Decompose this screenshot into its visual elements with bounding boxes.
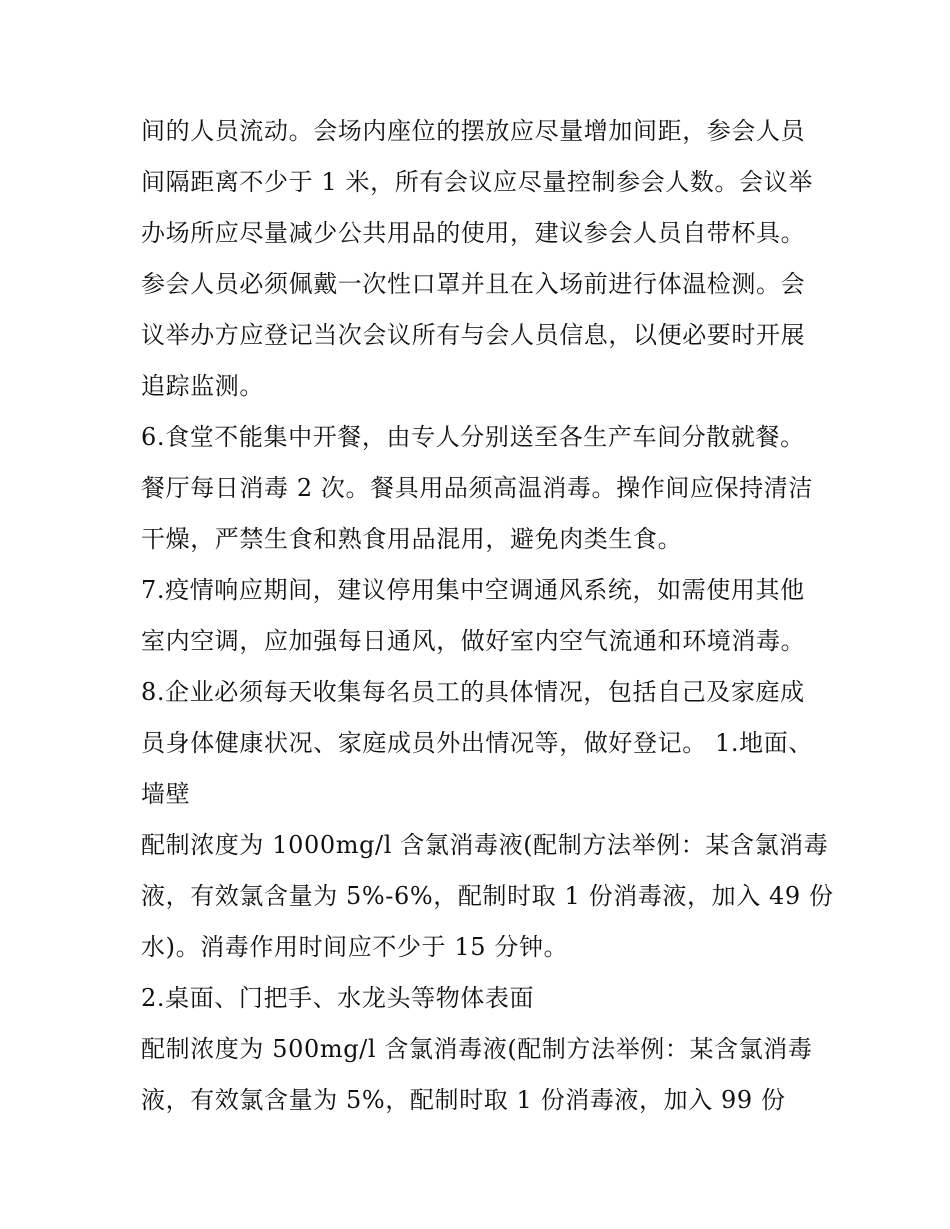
text-line: 配制浓度为 1000mg/l 含氯消毒液(配制方法举例：某含氯消毒 [141, 831, 829, 859]
text-line: 员身体健康状况、家庭成员外出情况等，做好登记。 1.地面、 [141, 729, 813, 757]
document-body [141, 106, 834, 1126]
text-line: 液，有效氯含量为 5%-6%，配制时取 1 份消毒液，加入 49 份 [141, 882, 834, 910]
text-line: 8.企业必须每天收集每名员工的具体情况，包括自己及家庭成 [141, 678, 805, 706]
text-line: 间的人员流动。会场内座位的摆放应尽量增加间距，参会人员 [141, 117, 806, 145]
text-line: 餐厅每日消毒 2 次。餐具用品须高温消毒。操作间应保持清洁 [141, 474, 813, 502]
text-line: 议举办方应登记当次会议所有与会人员信息，以便必要时开展 [141, 321, 806, 349]
text-line: 液，有效氯含量为 5%，配制时取 1 份消毒液，加入 99 份 [141, 1086, 786, 1114]
text-line: 7.疫情响应期间，建议停用集中空调通风系统，如需使用其他 [141, 576, 805, 604]
text-line: 室内空调，应加强每日通风，做好室内空气流通和环境消毒。 [141, 627, 806, 655]
text-line: 6.食堂不能集中开餐，由专人分别送至各生产车间分散就餐。 [141, 423, 805, 451]
text-line: 追踪监测。 [141, 372, 264, 400]
text-line: 墙壁 [141, 780, 191, 808]
text-line: 干燥，严禁生食和熟食用品混用，避免肉类生食。 [141, 525, 683, 553]
text-line: 间隔距离不少于 1 米，所有会议应尽量控制参会人数。会议举 [141, 168, 813, 196]
text-line: 参会人员必须佩戴一次性口罩并且在入场前进行体温检测。会 [141, 270, 806, 298]
text-line: 水)。消毒作用时间应不少于 15 分钟。 [141, 933, 569, 961]
text-line: 配制浓度为 500mg/l 含氯消毒液(配制方法举例：某含氯消毒 [141, 1035, 813, 1063]
text-line: 办场所应尽量减少公共用品的使用，建议参会人员自带杯具。 [141, 219, 806, 247]
text-line: 2.桌面、门把手、水龙头等物体表面 [141, 984, 535, 1012]
